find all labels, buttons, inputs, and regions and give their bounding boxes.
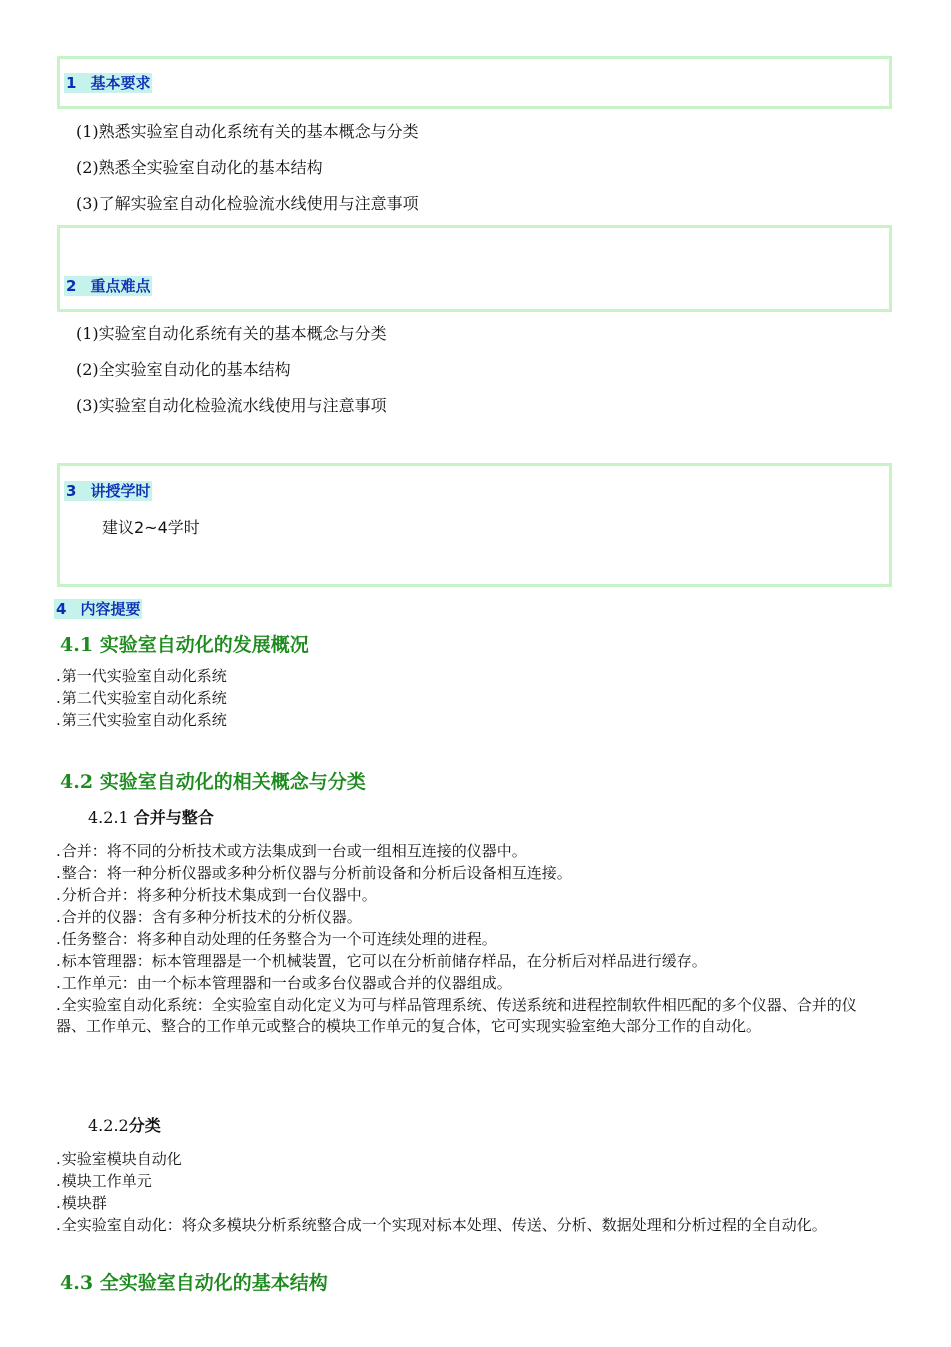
s42-sub1: 4.2.1 合并与整合 [88, 808, 214, 827]
section2-item-3: (3)实验室自动化检验流水线使用与注意事项 [76, 396, 387, 415]
section2-item-1: (1)实验室自动化系统有关的基本概念与分类 [76, 324, 387, 343]
s41-title: 4.1 实验室自动化的发展概况 [60, 634, 309, 656]
cat-full-automation: .全实验室自动化：将众多模块分析系统整合成一个实现对标本处理、传送、分析、数据处理和分析过程的全自动化。 [56, 1216, 827, 1234]
s42-title: 4.2 实验室自动化的相关概念与分类 [60, 771, 366, 793]
def-tla-system: .全实验室自动化系统：全实验室自动化定义为可与样品管理系统、传送系统和进程控制软件相匹配的多个仪器、合并的仪器、工作单元、整合的工作单元或整合的模块工作单元的复合体，它可实现实验室绝大部分工作的自动化。 [56, 996, 857, 1035]
def-work-cell: .工作单元：由一个标本管理器和一台或多台仪器或合并的仪器组成。 [56, 974, 512, 992]
cat-3: .模块群 [56, 1194, 107, 1212]
def-merged-instrument: .合并的仪器：含有多种分析技术的分析仪器。 [56, 908, 362, 926]
section2-box [57, 225, 892, 312]
s42-sub2: 4.2.2分类 [88, 1116, 161, 1135]
s41-item-3: .第三代实验室自动化系统 [56, 711, 227, 729]
section4-heading: 4 内容提要 [56, 600, 141, 618]
cat-2: .模块工作单元 [56, 1172, 152, 1190]
def-specimen-manager: .标本管理器：标本管理器是一个机械装置，它可以在分析前储存样品，在分析后对样品进行缓存。 [56, 952, 707, 970]
s41-item-1: .第一代实验室自动化系统 [56, 667, 227, 685]
s41-item-2: .第二代实验室自动化系统 [56, 689, 227, 707]
section2-heading: 2 重点难点 [66, 277, 151, 295]
def-integrate: .整合：将一种分析仪器或多种分析仪器与分析前设备和分析后设备相互连接。 [56, 864, 572, 882]
section1-item-2: (2)熟悉全实验室自动化的基本结构 [76, 158, 323, 177]
def-merge: .合并：将不同的分析技术或方法集成到一台或一组相互连接的仪器中。 [56, 842, 527, 860]
def-analytic-merge: .分析合并：将多种分析技术集成到一台仪器中。 [56, 886, 377, 904]
def-task-integration: .任务整合：将多种自动处理的任务整合为一个可连续处理的进程。 [56, 930, 497, 948]
section2-item-2: (2)全实验室自动化的基本结构 [76, 360, 291, 379]
s43-title: 4.3 全实验室自动化的基本结构 [60, 1272, 328, 1294]
cat-1: .实验室模块自动化 [56, 1150, 182, 1168]
section1-box [57, 56, 892, 109]
section1-heading: 1 基本要求 [66, 74, 151, 92]
section1-item-1: (1)熟悉实验室自动化系统有关的基本概念与分类 [76, 122, 419, 141]
section3-body: 建议2~4学时 [102, 518, 200, 537]
section3-heading: 3 讲授学时 [66, 482, 151, 500]
section1-item-3: (3)了解实验室自动化检验流水线使用与注意事项 [76, 194, 419, 213]
